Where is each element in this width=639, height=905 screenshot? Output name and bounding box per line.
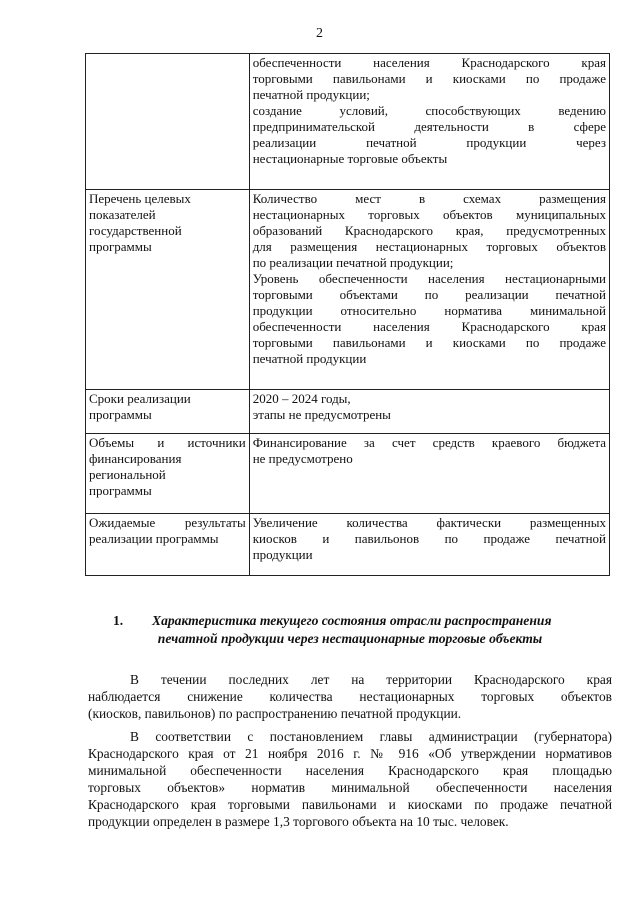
text-line: нестационарные торговые объекты xyxy=(252,151,448,166)
text-line: минимальной обеспеченности населения Краснодарского края площадью xyxy=(88,763,612,779)
row1-label-cell xyxy=(86,54,250,190)
row3-label-cell xyxy=(86,390,250,434)
row2-label-cell xyxy=(86,190,250,390)
text-line: торговыми павильонами и киосками по продаже xyxy=(252,71,606,86)
section-heading xyxy=(90,612,610,648)
text-line: В соответствии с постановлением главы администрации (губернатора) xyxy=(130,729,612,744)
text-line: Краснодарского края от 21 ноября 2016 г. № 916 «Об утверждении нормативов xyxy=(88,746,612,762)
text-line: печатной продукции; xyxy=(252,87,370,102)
text-line: торговых объектов» норматив минимальной обеспеченности населения xyxy=(88,780,612,796)
text-line: обеспеченности населения Краснодарского края xyxy=(252,319,606,334)
text-line: (киосков, павильонов) по распространению печатной продукции. xyxy=(88,706,462,722)
paragraph-2 xyxy=(88,728,612,831)
text-line: печатной продукции xyxy=(252,351,367,366)
text-line: продукции относительно норматива минимальной xyxy=(252,303,606,318)
table-row xyxy=(86,190,610,390)
text-line: торговыми объектами по реализации печатной xyxy=(252,287,606,302)
text-line: Количество мест в схемах размещения xyxy=(252,191,606,206)
text-line: Увеличение количества фактически размещенных xyxy=(252,515,606,530)
text-line: реализации программы xyxy=(89,531,219,546)
text-line: этапы не предусмотрены xyxy=(252,407,391,422)
text-line: Финансирование за счет средств краевого бюджета xyxy=(252,435,606,450)
paragraph-1 xyxy=(88,671,612,722)
text-line: предпринимательской деятельности в сфере xyxy=(252,119,606,134)
text-line: реализации печатной продукции через xyxy=(252,135,606,150)
text-line: не предусмотрено xyxy=(252,451,353,466)
text-line: продукции определен в размере 1,3 торгового объекта на 10 тыс. человек. xyxy=(88,814,509,830)
table-row xyxy=(86,390,610,434)
text-line: наблюдается снижение количества нестационарных торговых объектов xyxy=(88,689,612,705)
row5-value-cell xyxy=(249,514,609,576)
row3-value-cell xyxy=(249,390,609,434)
row5-label-cell xyxy=(86,514,250,576)
text-line: Объемы и источники xyxy=(89,435,246,450)
row1-value-cell xyxy=(249,54,609,190)
text-line: образований Краснодарского края, предусмотренных xyxy=(252,223,606,238)
text-line: Перечень целевых xyxy=(89,191,191,206)
text-line: программы xyxy=(89,239,152,254)
text-line: создание условий, способствующих ведению xyxy=(252,103,606,118)
text-line: обеспеченности населения Краснодарского края xyxy=(252,55,606,70)
section-title-line-1: Характеристика текущего состояния отрасли распространения xyxy=(152,613,552,628)
text-line: 2020 – 2024 годы, xyxy=(252,391,351,406)
text-line: киосков и павильонов по продаже печатной xyxy=(252,531,606,546)
row4-label-cell xyxy=(86,434,250,514)
text-line: нестационарных торговых объектов муниципальных xyxy=(252,207,606,222)
page-number: 2 xyxy=(316,26,323,41)
table-row xyxy=(86,514,610,576)
section-title-line-2: печатной продукции через нестационарные торговые объекты xyxy=(157,631,543,646)
text-line: торговыми павильонами и киосками по продаже xyxy=(252,335,606,350)
text-line: программы xyxy=(89,407,152,422)
text-line: В течении последних лет на территории Краснодарского края xyxy=(130,672,612,687)
row2-value-cell xyxy=(249,190,609,390)
row4-value-cell xyxy=(249,434,609,514)
text-line: Краснодарского края торговыми павильонами и киосками по продаже печатной xyxy=(88,797,612,813)
table-row xyxy=(86,434,610,514)
text-line: Уровень обеспеченности населения нестационарными xyxy=(252,271,606,286)
passport-table xyxy=(85,53,610,576)
text-line: региональной xyxy=(89,467,166,482)
text-line: финансирования xyxy=(89,451,182,466)
section-number: 1. xyxy=(113,613,124,628)
table-row xyxy=(86,54,610,190)
text-line: Ожидаемые результаты xyxy=(89,515,246,530)
text-line: продукции xyxy=(252,547,313,562)
text-line: показателей xyxy=(89,207,156,222)
text-line: государственной xyxy=(89,223,182,238)
text-line: программы xyxy=(89,483,152,498)
text-line: по реализации печатной продукции; xyxy=(252,255,454,270)
text-line: для размещения нестационарных торговых объектов xyxy=(252,239,606,254)
text-line: Сроки реализации xyxy=(89,391,191,406)
